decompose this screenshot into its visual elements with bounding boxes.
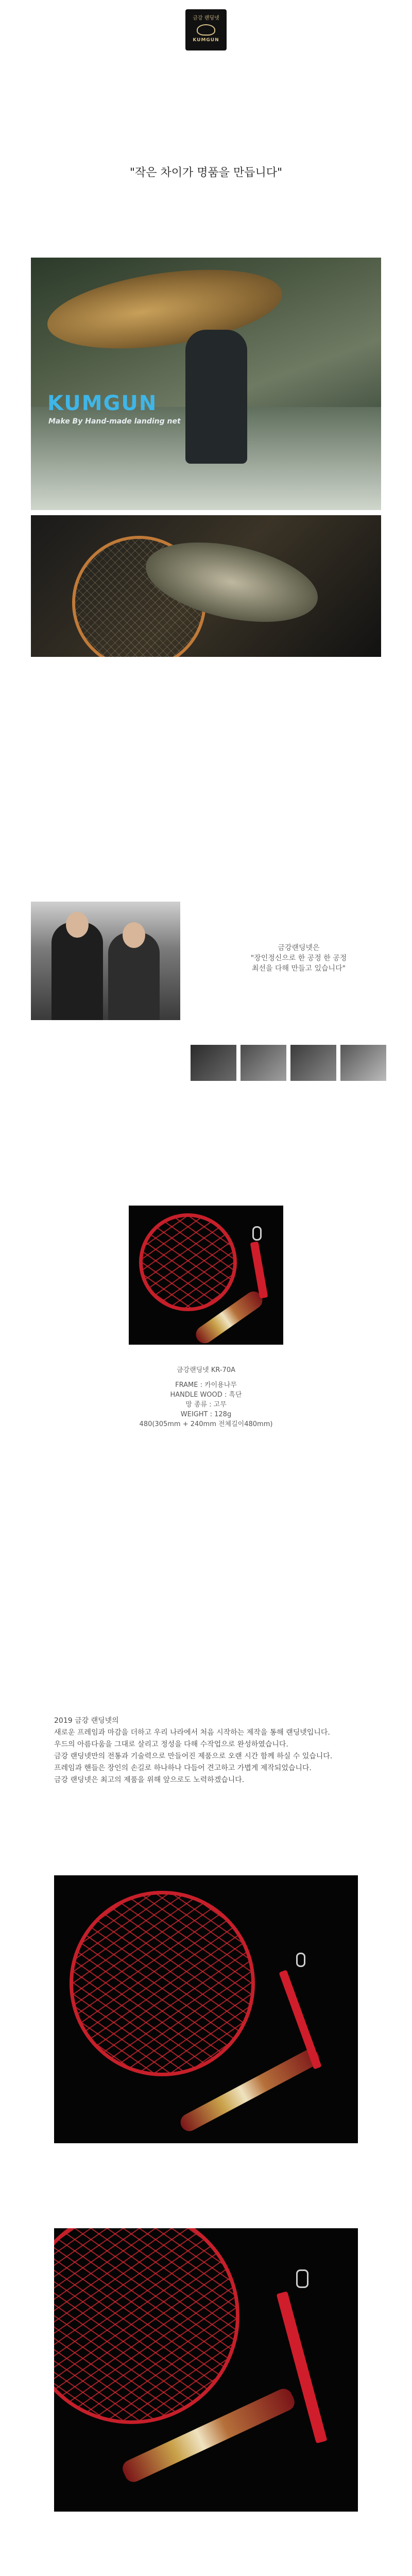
spec-line: WEIGHT : 128g (180, 1411, 232, 1418)
holder-strap-image (250, 1241, 268, 1298)
holder-clip-image (296, 1953, 305, 1967)
description-paragraph: 새로운 프레임과 마감을 더하고 우리 나라에서 처음 시작하는 제작을 통해 랜딩넷입니다. (54, 1728, 330, 1737)
maker-caption (206, 943, 391, 974)
brand-logo (185, 9, 227, 50)
workshop-thumbnail (340, 1045, 386, 1081)
tagline-quote: "작은 차이가 명품을 만듭니다" (129, 166, 283, 179)
angler-figure (185, 330, 247, 464)
description-paragraph: 금강 랜딩넷만의 전통과 기술력으로 만들어진 제품으로 오랜 시간 함께 하실 수 있습니다. (54, 1752, 333, 1760)
product-photo-main (129, 1206, 283, 1345)
description-paragraph: 2019 금강 랜딩넷의 (54, 1717, 119, 1725)
logo-emblem-icon (197, 24, 215, 36)
maker-caption-line: "장인정신으로 한 공정 한 공정 (250, 954, 347, 962)
spec-line: 망 종류 : 고무 (185, 1401, 227, 1409)
hero-brand-text: KUMGUN (47, 392, 158, 415)
hero-subtitle: Make By Hand-made landing net (48, 417, 181, 426)
holder-clip-image (252, 1226, 262, 1241)
net-with-fish-photo (31, 515, 381, 657)
net-hoop-image (70, 1891, 255, 2076)
holder-clip-image (296, 2269, 308, 2288)
craftsman-right-head (123, 922, 145, 948)
spec-line: 480(305mm + 240mm 전체길이480mm) (139, 1420, 273, 1428)
holder-strap-image (277, 2291, 328, 2443)
product-photo-angle (54, 2228, 358, 2512)
workshop-thumbnail (241, 1045, 286, 1081)
description-paragraph: 금강 랜딩넷은 최고의 제품을 위해 앞으로도 노력하겠습니다. (54, 1776, 245, 1784)
trout-image (42, 258, 287, 361)
workshop-thumbnails (191, 1045, 386, 1081)
logo-english-text: KUMGUN (193, 38, 219, 43)
maker-caption-line: 최선을 다해 만들고 있습니다" (251, 964, 346, 973)
spec-line: HANDLE WOOD : 흑단 (170, 1391, 242, 1399)
net-hoop-image (54, 2228, 239, 2424)
product-photo-full (54, 1875, 358, 2143)
logo-korean-text: 금강 랜딩넷 (193, 15, 219, 21)
craftsmen-photo (31, 902, 180, 1020)
maker-caption-line: 금강랜딩넷은 (278, 944, 320, 952)
spec-list (0, 1365, 412, 1429)
spec-line: FRAME : 카이용나무 (175, 1381, 237, 1389)
workshop-thumbnail (191, 1045, 236, 1081)
spec-line: 금강랜딩넷 KR-70A (176, 1366, 236, 1374)
workshop-thumbnail (290, 1045, 336, 1081)
description-paragraph: 프레임과 핸들은 장인의 손길로 하나하나 다듬어 견고하고 가볍게 제작되었습니다. (54, 1764, 312, 1772)
craftsman-left-head (66, 912, 89, 938)
description-paragraph: 우드의 아름다움을 그대로 살리고 정성을 다해 수작업으로 완성하였습니다. (54, 1740, 288, 1749)
product-description (54, 1716, 358, 1786)
hero-photo (31, 258, 381, 510)
net-hoop-image (139, 1213, 237, 1311)
